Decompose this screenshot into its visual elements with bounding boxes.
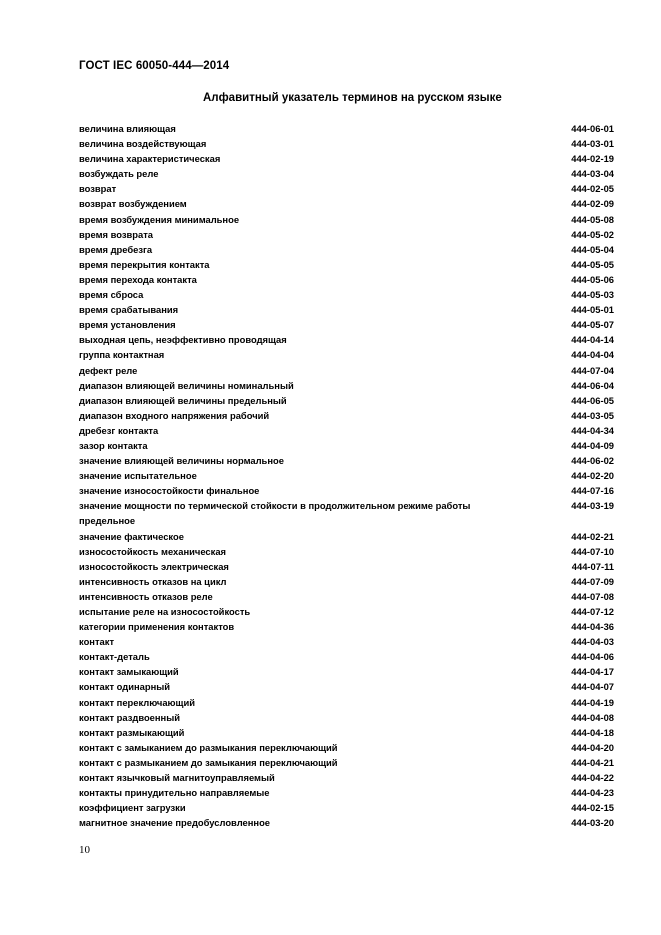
index-term: контакт с замыканием до размыкания переключающий [79, 741, 338, 753]
index-term: значение испытательное [79, 470, 197, 482]
index-entry [79, 151, 614, 166]
index-code: 444-04-09 [571, 439, 614, 451]
index-term: значение фактическое [79, 530, 184, 542]
index-code: 444-04-19 [571, 696, 614, 708]
index-entry [79, 664, 614, 679]
index-entry [79, 740, 614, 755]
index-code: 444-02-09 [571, 198, 614, 210]
index-entry [79, 287, 614, 302]
index-term: время возбуждения минимальное [79, 213, 240, 225]
index-code: 444-06-02 [571, 455, 614, 467]
index-term: контакт-деталь [79, 651, 150, 663]
term-index-list [79, 121, 614, 830]
index-term: диапазон входного напряжения рабочий [79, 409, 270, 421]
index-entry [79, 438, 614, 453]
index-entry [79, 408, 614, 423]
index-term: интенсивность отказов на цикл [79, 575, 227, 587]
index-code: 444-07-11 [571, 560, 614, 572]
index-entry [79, 634, 614, 649]
index-term: группа контактная [79, 349, 165, 361]
index-term: время дребезга [79, 243, 153, 255]
section-title: Алфавитный указатель терминов на русском языке [203, 92, 502, 104]
index-term: время перекрытия контакта [79, 258, 210, 270]
index-code: 444-02-05 [571, 183, 614, 195]
index-term: время установления [79, 319, 176, 331]
index-term: контакт [79, 636, 115, 648]
index-code: 444-06-01 [571, 123, 614, 134]
index-entry [79, 227, 614, 242]
index-term: контакт замыкающий [79, 666, 179, 678]
index-entry [79, 468, 614, 483]
index-code: 444-04-06 [571, 651, 614, 663]
index-term: износостойкость электрическая [79, 560, 229, 572]
index-code: 444-04-22 [571, 772, 614, 784]
index-term: интенсивность отказов реле [79, 590, 213, 602]
index-code: 444-02-19 [571, 153, 614, 165]
index-entry [79, 378, 614, 393]
index-entry [79, 302, 614, 317]
index-entry [79, 166, 614, 181]
index-term: дефект реле [79, 364, 138, 376]
index-term: испытание реле на износостойкость [79, 606, 251, 617]
index-term: контакт раздвоенный [79, 711, 180, 723]
index-code: 444-07-12 [571, 606, 614, 617]
index-entry [79, 483, 614, 498]
index-code: 444-07-08 [571, 590, 614, 602]
index-code: 444-05-02 [571, 228, 614, 240]
index-code: 444-05-05 [571, 258, 614, 270]
index-term: коэффициент загрузки [79, 802, 186, 814]
index-code: 444-04-18 [571, 726, 614, 738]
index-term: контакт с размыканием до замыкания переключающий [79, 756, 338, 768]
index-code: 444-04-04 [571, 349, 614, 361]
index-code: 444-07-16 [571, 485, 614, 497]
page-number: 10 [79, 844, 90, 856]
index-term: время срабатывания [79, 304, 179, 316]
index-code: 444-02-15 [571, 802, 614, 814]
index-term: возврат [79, 183, 117, 195]
index-term: выходная цепь, неэффективно проводящая [79, 334, 287, 346]
index-term: время сброса [79, 289, 144, 301]
index-entry [79, 755, 614, 770]
index-entry [79, 785, 614, 800]
index-entry [79, 242, 614, 257]
index-code: 444-05-03 [571, 289, 614, 301]
index-entry [79, 196, 614, 211]
index-term: контакт одинарный [79, 681, 171, 693]
index-code: 444-02-21 [571, 530, 614, 542]
index-term: величина влияющая [79, 123, 176, 134]
index-entry [79, 770, 614, 785]
index-term: возбуждать реле [79, 168, 159, 180]
index-term: контакт размыкающий [79, 726, 185, 738]
index-entry [79, 574, 614, 589]
index-entry [79, 544, 614, 559]
index-entry [79, 559, 614, 574]
index-entry [79, 498, 614, 528]
index-code: 444-04-14 [571, 334, 614, 346]
index-entry [79, 649, 614, 664]
index-entry [79, 695, 614, 710]
index-entry [79, 589, 614, 604]
index-term: диапазон влияющей величины предельный [79, 394, 287, 406]
index-term: контакт переключающий [79, 696, 195, 708]
index-code: 444-05-04 [571, 243, 614, 255]
index-entry [79, 121, 614, 136]
index-entry [79, 257, 614, 272]
index-code: 444-04-03 [571, 636, 614, 648]
index-code: 444-05-07 [571, 319, 614, 331]
index-code: 444-05-01 [571, 304, 614, 316]
index-term: время возврата [79, 228, 154, 240]
index-code: 444-05-08 [571, 213, 614, 225]
index-entry [79, 212, 614, 227]
index-entry [79, 619, 614, 634]
index-term: величина воздействующая [79, 138, 207, 150]
index-code: 444-04-17 [571, 666, 614, 678]
index-entry [79, 317, 614, 332]
index-code: 444-04-23 [571, 787, 614, 799]
index-term: возврат возбуждением [79, 198, 187, 210]
index-entry [79, 529, 614, 544]
index-entry [79, 800, 614, 815]
index-term: категории применения контактов [79, 621, 235, 633]
index-entry [79, 453, 614, 468]
index-code: 444-06-05 [571, 394, 614, 406]
index-code: 444-04-08 [571, 711, 614, 723]
index-entry [79, 815, 614, 830]
index-code: 444-03-04 [571, 168, 614, 180]
index-code: 444-04-36 [571, 621, 614, 633]
index-entry [79, 423, 614, 438]
index-entry [79, 679, 614, 694]
index-entry [79, 181, 614, 196]
standard-header: ГОСТ IEC 60050-444—2014 [79, 60, 230, 72]
index-code: 444-03-20 [571, 817, 614, 829]
index-entry [79, 332, 614, 347]
index-term: величина характеристическая [79, 153, 221, 165]
index-entry [79, 604, 614, 619]
index-code: 444-07-09 [571, 575, 614, 587]
index-code: 444-06-04 [571, 379, 614, 391]
index-term: зазор контакта [79, 439, 148, 451]
index-entry [79, 393, 614, 408]
index-term: дребезг контакта [79, 424, 159, 436]
index-code: 444-03-01 [571, 138, 614, 150]
index-code: 444-04-21 [571, 756, 614, 768]
index-term: магнитное значение предобусловленное [79, 817, 271, 829]
index-entry [79, 725, 614, 740]
index-code: 444-07-04 [571, 364, 614, 376]
index-term: износостойкость механическая [79, 545, 227, 557]
index-entry [79, 136, 614, 151]
index-code: 444-04-20 [571, 741, 614, 753]
index-code: 444-05-06 [571, 273, 614, 285]
index-code: 444-07-10 [571, 545, 614, 557]
index-term: контакт язычковый магнитоуправляемый [79, 772, 275, 784]
index-term: диапазон влияющей величины номинальный [79, 379, 294, 391]
index-term: время перехода контакта [79, 273, 197, 285]
index-term: значение мощности по термической стойкости в продолжительном режиме работы предельное [79, 500, 471, 527]
index-code: 444-04-07 [571, 681, 614, 693]
index-code: 444-03-19 [571, 500, 614, 512]
index-entry [79, 272, 614, 287]
index-code: 444-03-05 [571, 409, 614, 421]
index-code: 444-02-20 [571, 470, 614, 482]
index-term: контакты принудительно направляемые [79, 787, 270, 799]
index-entry [79, 710, 614, 725]
index-code: 444-04-34 [571, 424, 614, 436]
index-entry [79, 347, 614, 362]
index-term: значение влияющей величины нормальное [79, 455, 284, 467]
index-term: значение износостойкости финальное [79, 485, 260, 497]
index-entry [79, 363, 614, 378]
